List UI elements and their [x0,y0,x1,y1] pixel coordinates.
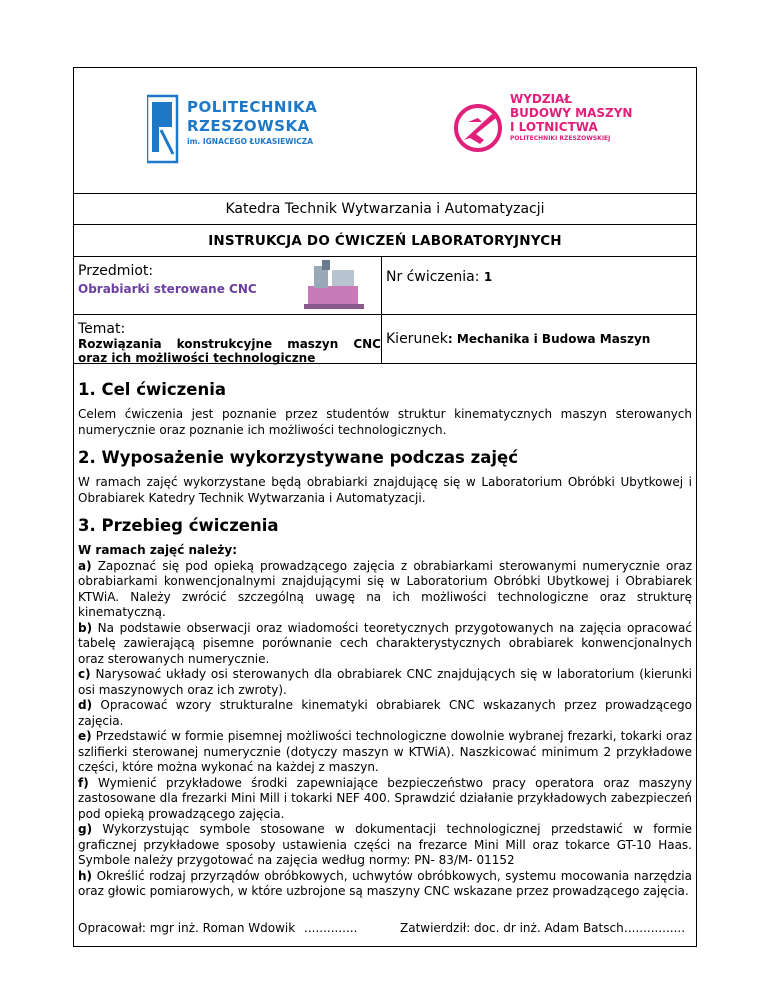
direction-cell [382,315,696,363]
step-h-letter: h) [78,868,93,883]
exercise-number-cell [382,257,696,314]
subject-label: Przedmiot: [78,263,154,279]
exercise-number-label: Nr ćwiczenia: [386,269,480,285]
step-d-text: Opracować wzory strukturalne kinematyki obrabiarek CNC wskazanych przez prowadzącego zajęcia. [78,698,692,728]
subject-row [74,257,696,315]
step-a-letter: a) [78,558,92,573]
section-1-title: 1. Cel ćwiczenia [78,380,226,399]
document-frame [73,67,697,947]
step-h-text: Określić rodzaj przyrządów obróbkowych, uchwytów obróbkowych, systemu mocowania narzędzia oraz głowic pomiarowych, w które uzbrojone są maszyny CNC wskazane przez prowadzącego zajęcia. [78,868,692,898]
prepared-by: Opracował: mgr inż. Roman Wdowik [78,921,296,935]
wbml-logo-line2: BUDOWY MASZYN [510,106,633,120]
step-b [78,621,692,668]
step-g [78,822,692,869]
section-1-text: Celem ćwiczenia jest poznanie przez studentów struktur kinematycznych maszyn sterowanych numerycznie oraz poznanie ich możliwości technologicznych. [78,407,692,437]
step-f-text: Wymienić przykładowe środki zapewniające bezpieczeństwo pracy operatora oraz maszyny zastosowane dla frezarki Mini Mill i tokarki NEF 400. Sprawdzić działanie przykładowych zabezpieczeń pod opieką prowadzącego zajęcia. [78,775,692,821]
topic-value: Rozwiązania konstrukcyjne maszyn CNC oraz ich możliwości technologiczne [78,337,381,365]
step-h [78,869,692,900]
step-b-letter: b) [78,620,93,635]
section-2-text: W ramach zajęć wykorzystane będą obrabiarki znajdującę się w Laboratorium Obróbki Ubytkowej i Obrabiarek Katedry Technik Wytwarzania i Automatyzacji. [78,475,692,505]
document-title: INSTRUKCJA DO ĆWICZEŃ LABORATORYJNYCH [208,233,562,249]
step-d [78,698,692,729]
prepared-signature-dots: .............. [304,921,358,935]
topic-row [74,315,696,364]
section-3-title: 3. Przebieg ćwiczenia [78,516,279,535]
step-e-letter: e) [78,729,92,743]
department-name: Katedra Technik Wytwarzania i Automatyzacji [225,201,545,217]
content-body [74,364,696,946]
approved-signature-dots: ................ [624,921,686,935]
step-g-text: Wykorzystując symbole stosowane w dokumentacji technologicznej przedstawić w formie graficznej przykładowe sposoby ustawienia części na frezarce Mini Mill oraz tokarce GT-10 Haas. Symbole należy przygotować na zajęcia według normy: PN- 83/M- 01152 [78,822,692,867]
exercise-number-value: 1 [483,270,493,284]
pr-logo-line2: RZESZOWSKA [187,117,310,135]
approved-by: Zatwierdził: doc. dr inż. Adam Batsch [400,921,624,935]
topic-label: Temat: [78,321,126,337]
logos-row [74,68,696,194]
pr-logo-line1: POLITECHNIKA [187,98,318,116]
step-c [78,667,692,698]
section-3-intro: W ramach zajęć należy: [78,543,237,557]
step-c-letter: c) [78,667,91,681]
wbml-logo-line3: I LOTNICTWA [510,120,598,134]
airplane-emblem-icon [454,100,504,160]
step-b-text: Na podstawie obserwacji oraz wiadomości teoretycznych przygotowanych na zajęcia opracować tabelę zawierającą pisemne porównanie cech charakterystycznych obrabiarek konwencjonalnych oraz sterowanych numerycznie. [78,620,692,666]
step-a [78,559,692,621]
pr-logo-line3: im. IGNACEGO ŁUKASIEWICZA [187,137,314,146]
cnc-machine-image [304,260,364,310]
politechnika-rzeszowska-logo [147,92,318,168]
step-d-letter: d) [78,698,93,712]
subject-cell [74,257,382,314]
section-2-title: 2. Wyposażenie wykorzystywane podczas zajęć [78,448,518,467]
department-row [74,194,696,225]
step-e [78,729,692,776]
title-row [74,225,696,257]
step-f [78,776,692,823]
wbml-logo [454,92,654,172]
wbml-logo-line4: POLITECHNIKI RZESZOWSKIEJ [510,135,611,142]
step-g-letter: g) [78,822,93,836]
step-f-letter: f) [78,775,89,790]
step-a-text: Zapoznać się pod opieką prowadzącego zajęcia z obrabiarkami sterowanymi numerycznie oraz obrabiarkami konwencjonalnymi znajdującymi się w Laboratorium Obróbki Ubytkowej i Obrabiarek KTWiA. Należy zwrócić szczególną uwagę na ich możliwości technologiczne oraz strukturę kinematyczną. [78,558,692,619]
subject-value: Obrabiarki sterowane CNC [78,282,257,296]
topic-cell [74,315,382,363]
direction-value: : Mechanika i Budowa Maszyn [447,332,651,346]
direction-label: Kierunek [386,331,448,347]
step-c-text: Narysować układy osi sterowanych dla obrabiarek CNC znajdujących się w laboratorium (kierunki osi maszynowych oraz ich zwroty). [78,667,692,697]
wbml-logo-line1: WYDZIAŁ [510,92,573,106]
step-e-text: Przedstawić w formie pisemnej możliwości technologiczne dowolnie wybranej frezarki, tokarki oraz szlifierki sterowanej numerycznie (dotyczy maszyn w KTWiA). Naszkicować minimum 2 przykładowe części, które można wykonać na każdej z maszyn. [78,729,692,774]
